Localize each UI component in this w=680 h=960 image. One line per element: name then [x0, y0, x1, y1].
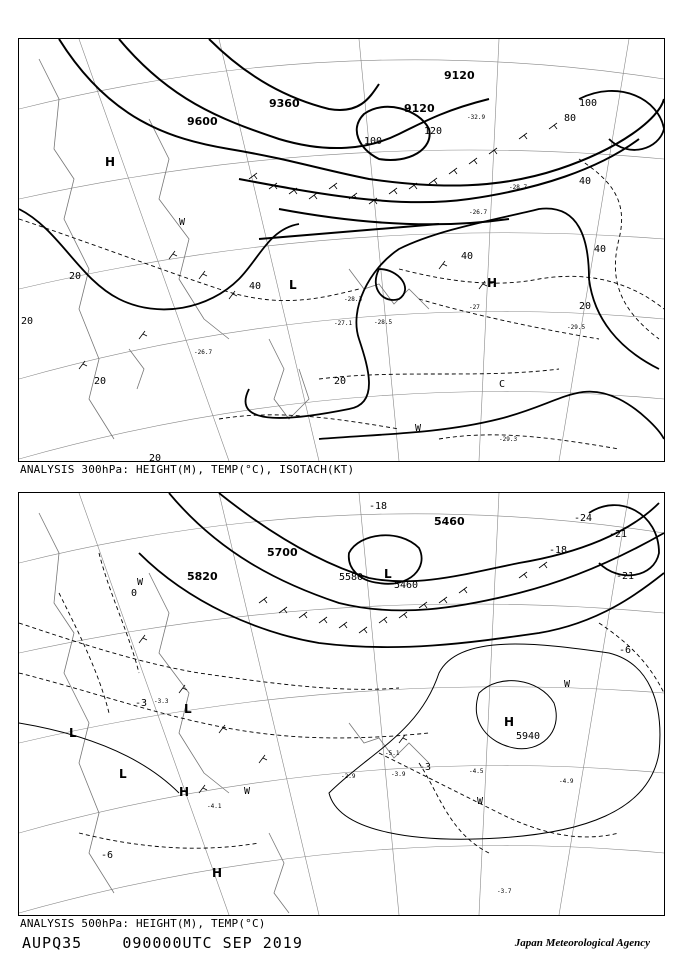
chart-500hpa [18, 492, 665, 916]
temperature-label: -26.7 [469, 209, 488, 216]
low-center: L [184, 702, 192, 716]
temperature-label: -29.5 [567, 324, 586, 331]
chart-300hpa [18, 38, 665, 462]
isotherm-label: -18 [549, 545, 568, 556]
isotherm-label: -24 [574, 513, 593, 524]
chart-300hpa-caption: ANALYSIS 300hPa: HEIGHT(M), TEMP(°C), ISOTACH(KT) [20, 463, 355, 476]
low-center: L [384, 567, 392, 581]
wind-barbs [139, 562, 547, 793]
warm-center: W [137, 577, 144, 588]
isotach-label: 40 [579, 176, 592, 187]
isotherm-label: -6 [619, 645, 632, 656]
isotherm-label: -3 [135, 698, 148, 709]
contour-label-5700: 5700 [267, 546, 298, 559]
bulletin-header [22, 934, 303, 952]
high-center: H [504, 715, 515, 729]
height-contours-thin [19, 644, 660, 839]
temperature-label: -32.9 [467, 114, 486, 121]
temperature-label: -3.9 [391, 771, 406, 778]
warm-center: W [244, 786, 251, 797]
temperature-label: -4.5 [469, 768, 484, 775]
low-center: L [69, 726, 77, 740]
isotherm-label: -18 [369, 501, 388, 512]
isotach-label: 20 [69, 271, 82, 282]
chart-300hpa-canvas [19, 39, 664, 461]
contour-label-9360: 9360 [269, 97, 300, 110]
center-value-5460: 5460 [394, 580, 419, 591]
isotach-label: 100 [579, 98, 598, 109]
high-center: H [212, 866, 223, 880]
contour-label-9120-b: 9120 [404, 102, 435, 115]
isotach-label: 20 [579, 301, 592, 312]
temperature-label: -29.3 [499, 436, 518, 443]
isotherms [19, 553, 664, 853]
isotach-label: 20 [21, 316, 34, 327]
contour-label-9600: 9600 [187, 115, 218, 128]
contour-label-9120-a: 9120 [444, 69, 475, 82]
isotach-label: 20 [94, 376, 107, 387]
coastline [39, 513, 432, 913]
temperature-label: -4.1 [207, 803, 222, 810]
isotherm-label: -21 [609, 529, 628, 540]
graticule [19, 39, 664, 461]
low-center: L [289, 278, 297, 292]
contour-label-5820: 5820 [187, 570, 218, 583]
graticule [19, 493, 664, 915]
temperature-label: -4.9 [559, 778, 574, 785]
isotach-label: 80 [564, 113, 577, 124]
isotach-label: 100 [364, 136, 383, 147]
bulletin-code: AUPQ35 [22, 934, 83, 952]
contour-label-5460: 5460 [434, 515, 465, 528]
temperature-label: -28.7 [509, 184, 528, 191]
isotach-label: 40 [461, 251, 474, 262]
isotachs [19, 159, 664, 449]
high-center: H [105, 155, 116, 169]
high-center: H [487, 276, 498, 290]
temperature-label: -26.7 [194, 349, 213, 356]
temperature-label: -2.9 [341, 773, 356, 780]
center-value-5580: 5580 [339, 572, 364, 583]
contour-label-5940: 5940 [516, 731, 541, 742]
warm-center: W [477, 796, 484, 807]
isotherm-label: 0 [131, 588, 138, 599]
isotach-label: 20 [334, 376, 347, 387]
temperature-label: -28.3 [344, 296, 363, 303]
temperature-label: -28.5 [374, 319, 393, 326]
isotach-label: 20 [149, 453, 162, 461]
isotherm-label: -3 [419, 762, 432, 773]
warm-center: W [564, 679, 571, 690]
temperature-label: -3.7 [497, 888, 512, 895]
warm-center: W [179, 217, 186, 228]
isotherm-label: -6 [101, 850, 114, 861]
cold-center: C [499, 379, 506, 390]
chart-500hpa-caption: ANALYSIS 500hPa: HEIGHT(M), TEMP(°C) [20, 917, 266, 930]
temperature-label: -27.1 [334, 320, 353, 327]
isotach-label: 40 [249, 281, 262, 292]
isotherm-label: -21 [616, 571, 635, 582]
temperature-label: -5.1 [385, 750, 400, 757]
high-center: H [179, 785, 190, 799]
chart-500hpa-canvas [19, 493, 664, 915]
height-contours [59, 39, 664, 239]
agency-credit: Japan Meteorological Agency [514, 937, 650, 949]
warm-center: W [415, 423, 422, 434]
isotach-label: 120 [424, 126, 443, 137]
bulletin-datetime: 090000UTC SEP 2019 [122, 934, 303, 952]
temperature-label: -3.3 [154, 698, 169, 705]
low-center: L [119, 767, 127, 781]
isotach-label: 40 [594, 244, 607, 255]
temperature-label: -27 [469, 304, 480, 311]
